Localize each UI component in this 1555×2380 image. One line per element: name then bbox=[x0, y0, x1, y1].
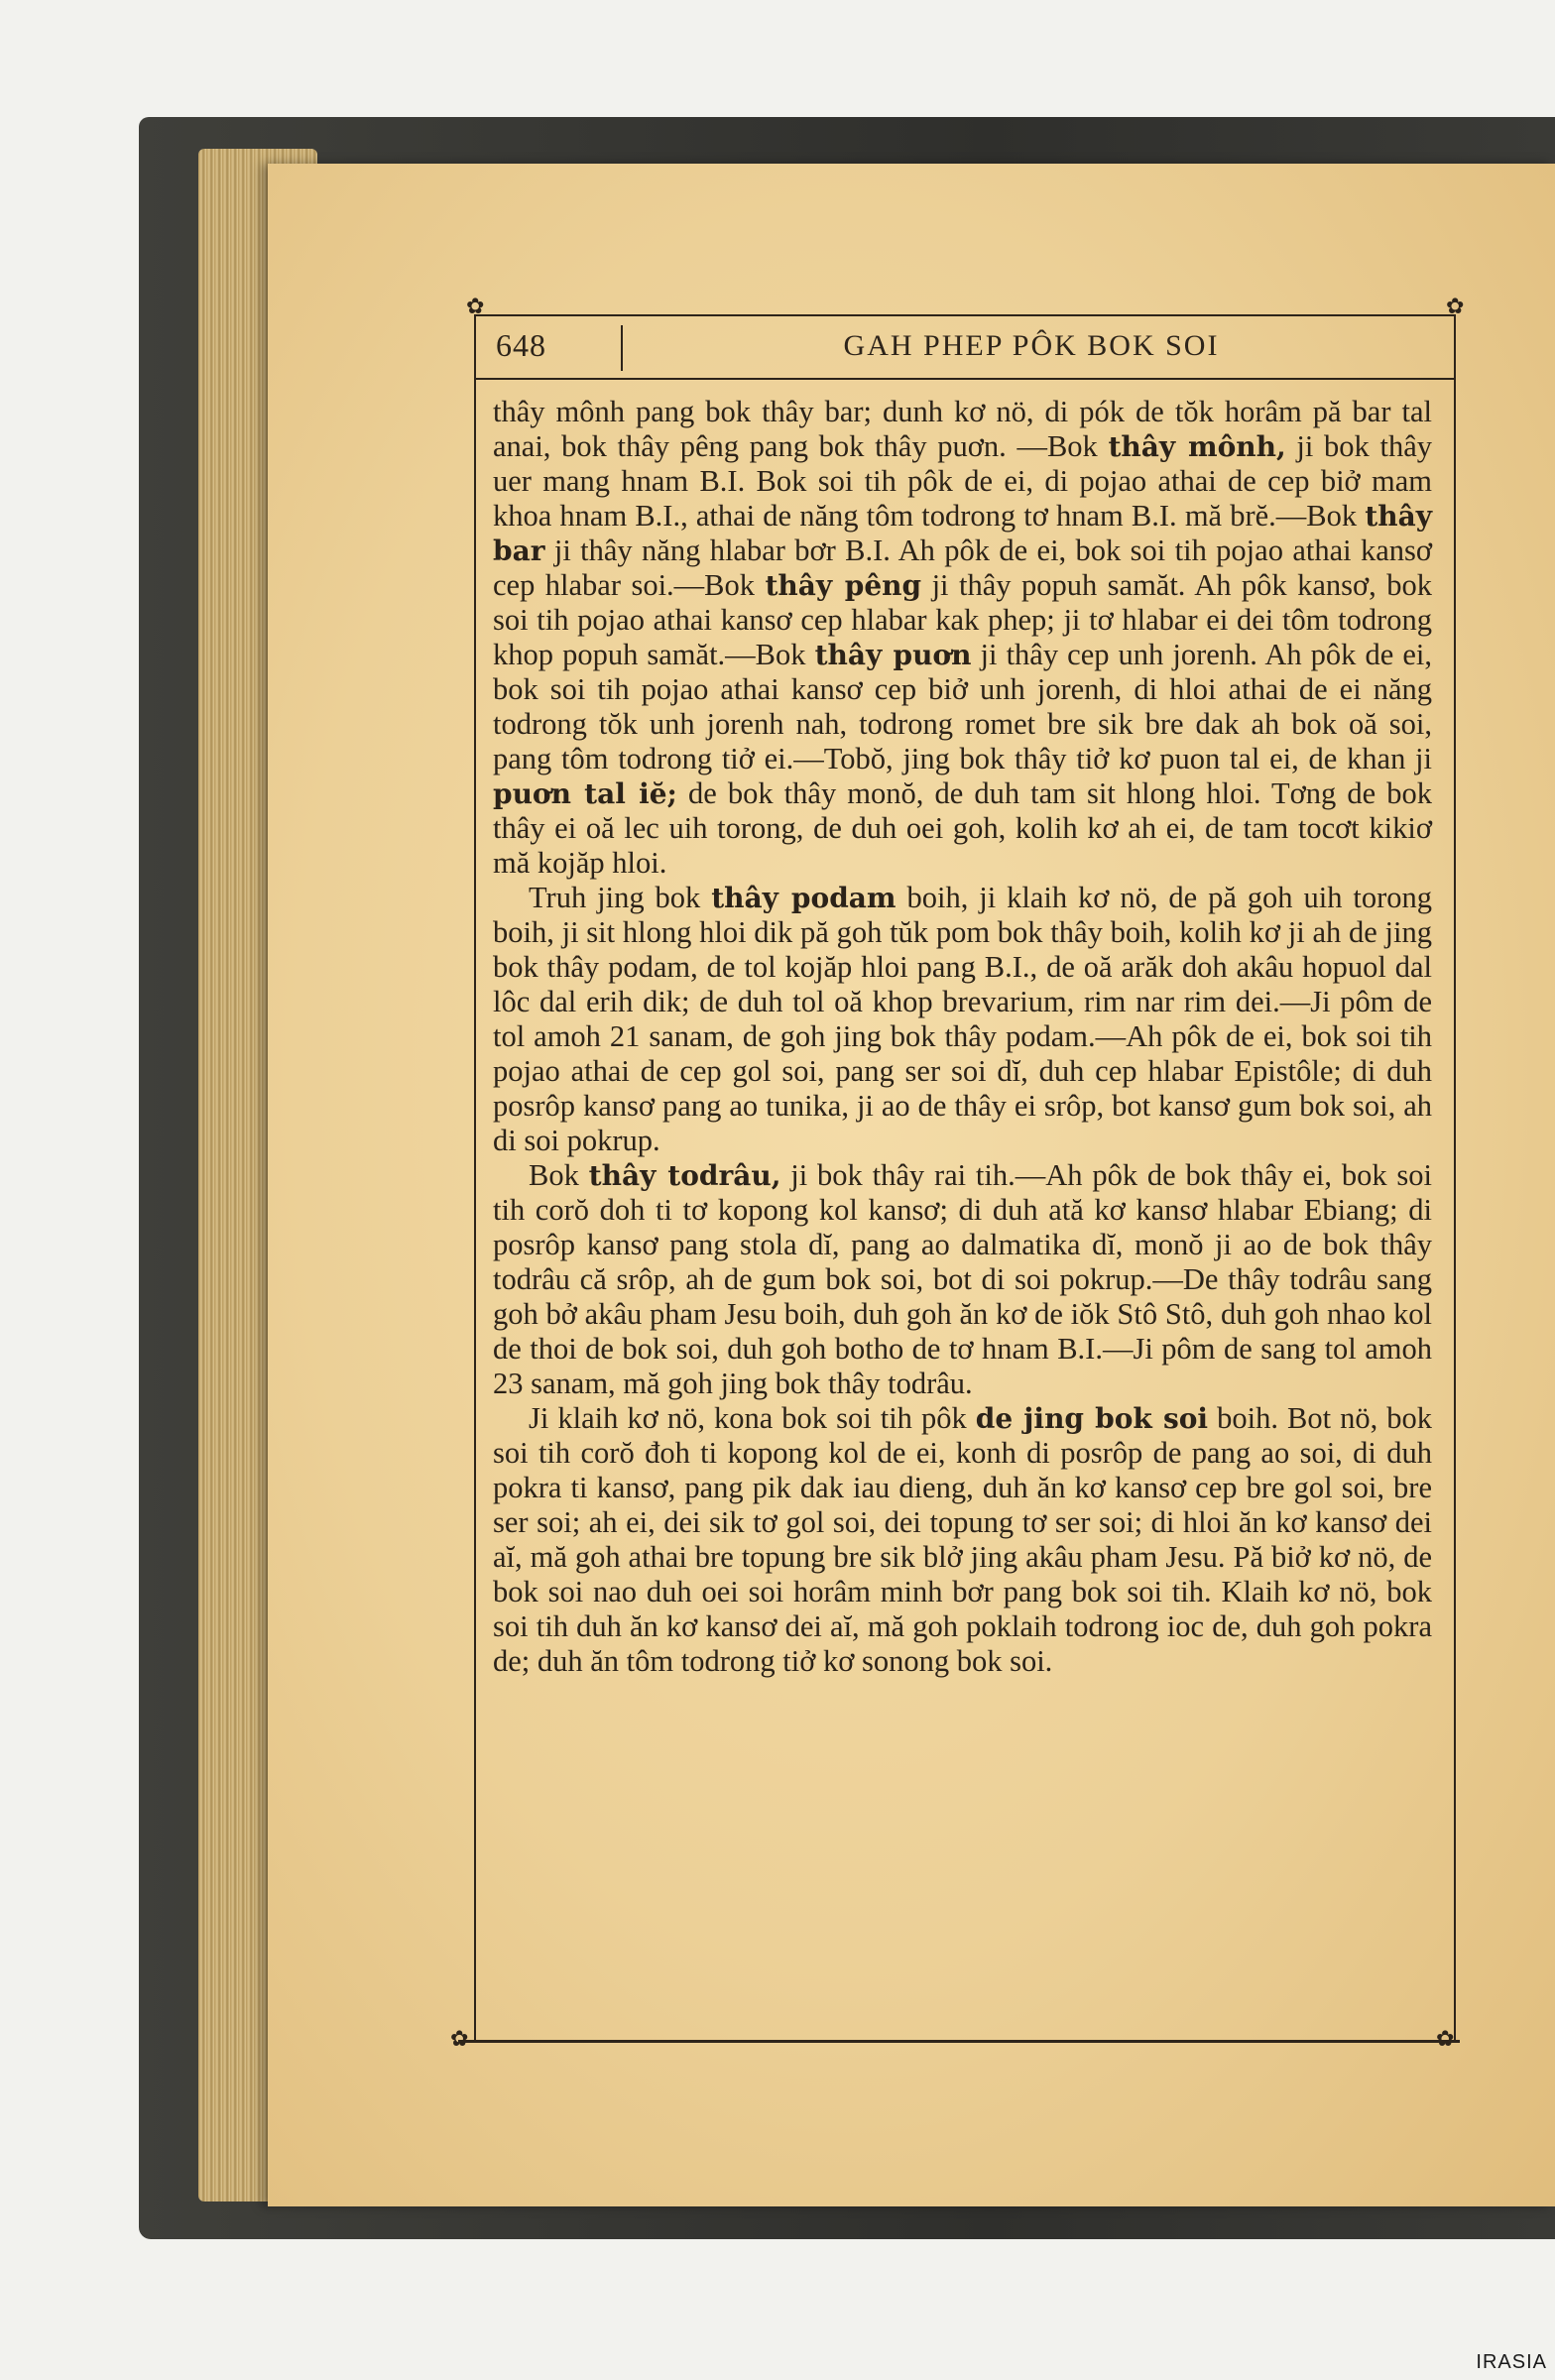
bottom-rule bbox=[458, 2040, 1460, 2043]
ornament-icon: ✿ bbox=[466, 294, 485, 318]
ornament-icon: ✿ bbox=[1446, 294, 1465, 318]
running-title: GAH PHEP PÔK BOK SOI bbox=[843, 329, 1220, 362]
left-frame-line bbox=[474, 314, 476, 2040]
header-rule bbox=[474, 378, 1456, 380]
watermark: IRASIA bbox=[1476, 2351, 1547, 2373]
body-text bbox=[493, 395, 1432, 1679]
top-rule bbox=[474, 314, 1456, 316]
header-separator bbox=[621, 325, 623, 371]
right-frame-line bbox=[1454, 314, 1456, 2040]
paragraph-4: Ji klaih kơ nö, kona bok soi tih pôk de jing bok soi boih. Bot nö, bok soi tih corŏ đoh ti kopong kol de ei, konh di posrôp de pang ao soi, di duh pokra ti kansơ, pang pik dak iau dieng, duh ăn kơ kansơ cep bre gol soi, bre ser soi; ah ei, dei sik tơ gol soi, dei topung tơ ser soi; di hloi ăn kơ kansơ dei aĭ, mă goh athai bre topung bre sik blở jing akâu pham Jesu. Pă biở kơ nö, de bok soi nao duh oei soi horâm minh bơr pang bok soi tih. Klaih kơ nö, bok soi tih duh ăn kơ kansơ dei aĭ, mă goh poklaih todrong ioc de, duh goh pokra de; duh ăn tôm todrong tiở kơ sonong bok soi. bbox=[493, 1401, 1432, 1678]
page-number: 648 bbox=[496, 327, 546, 363]
ornament-icon: ✿ bbox=[1436, 2026, 1455, 2051]
paragraph-3: Bok thây todrâu, ji bok thây rai tih.—Ah pôk de bok thây ei, bok soi tih corŏ doh ti tơ kopong kol kansơ; di duh ată kơ kansơ hlabar Ebiang; di posrôp kansơ pang stola dĭ, pang ao dalmatika dĭ, monŏ ji ao de bok thây todrâu că srôp, ah de gum bok soi, bot di soi pokrup.—De thây todrâu sang goh bở akâu pham Jesu boih, duh goh ăn kơ de iŏk Stô Stô, duh goh nhao kol de thoi de bok soi, duh goh botho de tơ hnam B.I.—Ji pôm de sang tol amoh 23 sanam, mă goh jing bok thây todrâu. bbox=[493, 1158, 1432, 1400]
ornament-icon: ✿ bbox=[450, 2026, 469, 2051]
paragraph-1: thây mônh pang bok thây bar; dunh kơ nö, di pók de tŏk horâm pă bar tal anai, bok thây pêng pang bok thây puơn. —Bok thây mônh, ji bok thây uer mang hnam B.I. Bok soi tih pôk de ei, di pojao athai de cep biở mam khoa hnam B.I., athai de năng tôm todrong tơ hnam B.I. mă brĕ.—Bok thây bar ji thây năng hlabar bơr B.I. Ah pôk de ei, bok soi tih pojao athai kansơ cep hlabar soi.—Bok thây pêng ji thây popuh samăt. Ah pôk kansơ, bok soi tih pojao athai kansơ cep hlabar kak phep; ji tơ hlabar ei dei tôm todrong khop popuh samăt.—Bok thây puơn ji thây cep unh jorenh. Ah pôk de ei, bok soi tih pojao athai kansơ cep biở unh jorenh, di hloi athai de ei năng todrong tŏk unh jorenh nah, todrong romet bre sik bre dak ah bok oă soi, pang tôm todrong tiở ei.—Tobŏ, jing bok thây tiở kơ puon tal ei, de khan ji puơn tal iĕ; de bok thây monŏ, de duh tam sit hlong hloi. Tơng de bok thây ei oă lec uih torong, de duh oei goh, kolih kơ ah ei, de tam tocơt kikiơ mă kojăp hloi. bbox=[493, 395, 1433, 880]
paragraph-2: Truh jing bok thây podam boih, ji klaih kơ nö, de pă goh uih torong boih, ji sit hlong hloi dik pă goh tŭk pom bok thây boih, kolih kơ ji ah de jing bok thây podam, de tol kojăp hloi pang B.I., de oă arăk doh akâu hopuol dal lôc dal erih dik; de duh tol oă khop brevarium, rim nar rim dei.—Ji pôm de tol amoh 21 sanam, de goh jing bok thây podam.—Ah pôk de ei, bok soi tih pojao athai de cep gol soi, pang ser soi dĭ, duh cep hlabar Epistôle; di duh posrôp kansơ pang ao tunika, ji ao de thây ei srôp, bot kansơ gum bok soi, ah di soi pokrup. bbox=[493, 881, 1432, 1157]
